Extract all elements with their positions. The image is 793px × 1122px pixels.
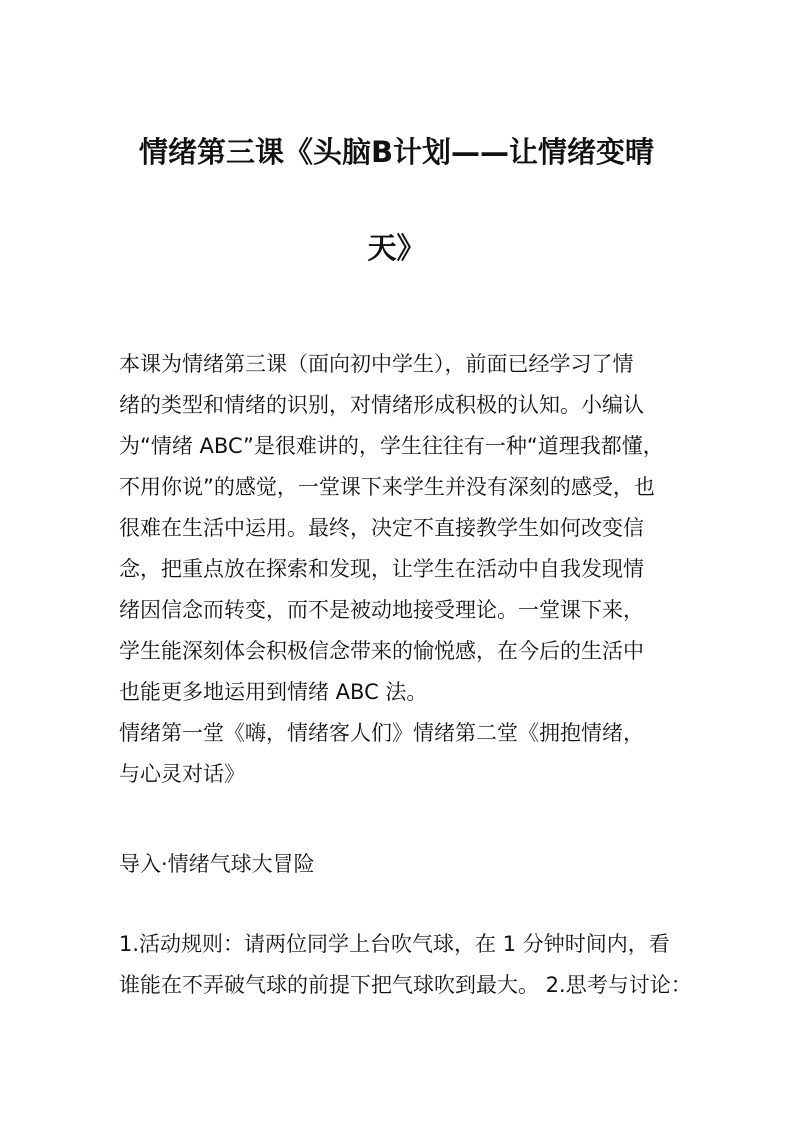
document-title-line-1: 情绪第三课《头脑B计划——让情绪变晴 <box>138 135 655 169</box>
text-line: 绪的类型和情绪的识别，对情绪形成积极的认知。小编认 <box>119 393 644 417</box>
text-line: 很难在生活中运用。最终，决定不直接教学生如何改变信 <box>119 516 644 540</box>
text-line: 学生能深刻体会积极信念带来的愉悦感，在今后的生活中 <box>119 639 644 663</box>
text-line: 本课为情绪第三课（面向初中学生），前面已经学习了情 <box>119 352 634 376</box>
document-title-line-2: 天》 <box>367 231 426 265</box>
text-line: 与心灵对话》 <box>119 762 245 786</box>
text-line: 念，把重点放在探索和发现，让学生在活动中自我发现情 <box>119 557 644 581</box>
section-heading: 导入·情绪气球大冒险 <box>119 852 315 876</box>
text-line: 不用你说”的感觉，一堂课下来学生并没有深刻的感受，也 <box>119 475 655 499</box>
text-line: 绪因信念而转变，而不是被动地接受理论。一堂课下来， <box>119 598 644 622</box>
text-line: 情绪第一堂《嗨，情绪客人们》情绪第二堂《拥抱情绪， <box>119 721 644 745</box>
text-line: 也能更多地运用到情绪 ABC 法。 <box>119 680 428 704</box>
intro-paragraph <box>119 344 699 795</box>
text-line: 1.活动规则：请两位同学上台吹气球，在 1 分钟时间内，看 <box>119 932 670 956</box>
activity-paragraph <box>119 924 699 1006</box>
text-line: 谁能在不弄破气球的前提下把气球吹到最大。 2.思考与讨论： <box>119 973 692 997</box>
text-line: 为“情绪 ABC”是很难讲的，学生往往有一种“道理我都懂， <box>119 434 664 458</box>
